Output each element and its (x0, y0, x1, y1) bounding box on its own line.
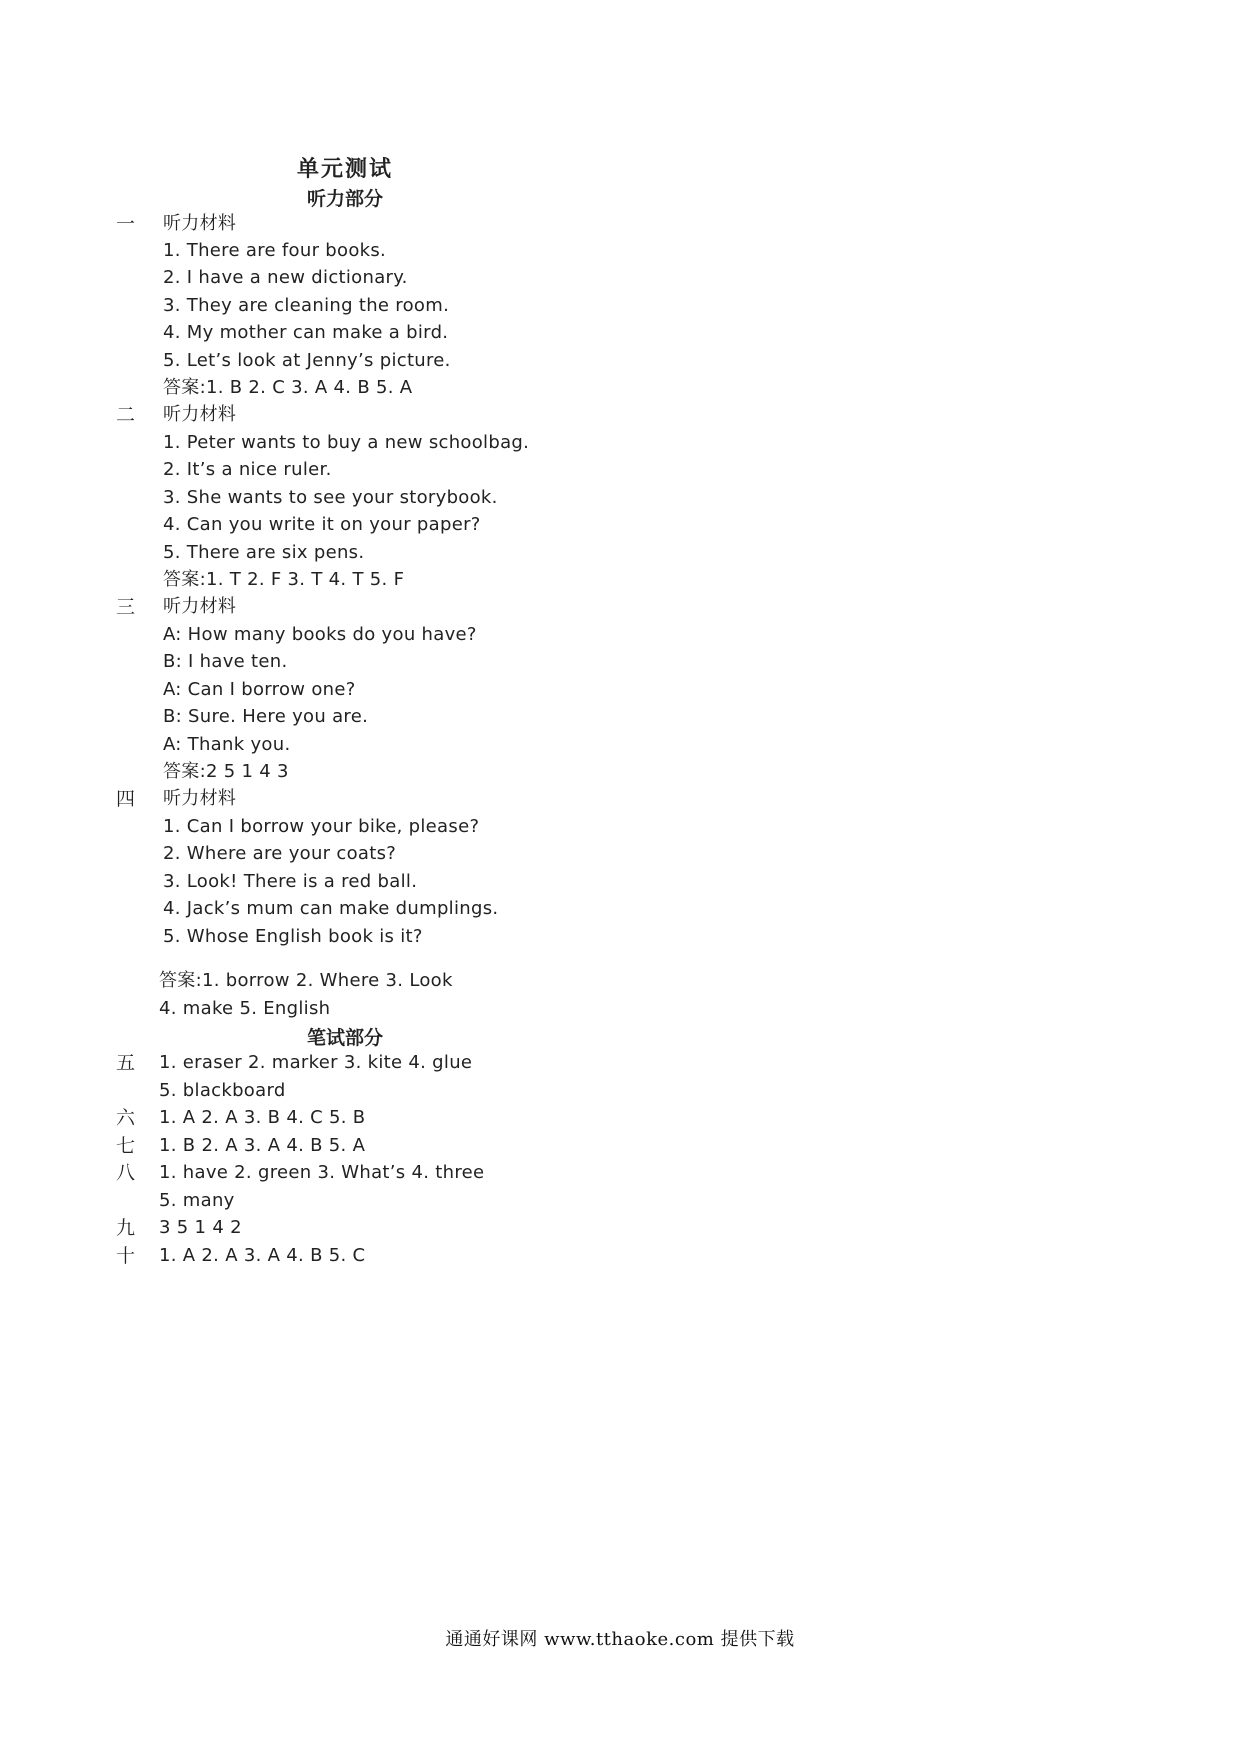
section-number-2: 二 (116, 404, 136, 426)
s9-line-1: 3 5 1 4 2 (159, 1217, 242, 1238)
s1-line-5: 5. Let’s look at Jenny’s picture. (163, 350, 451, 371)
section-label-2: 听力材料 (163, 404, 237, 425)
section-number-3: 三 (116, 596, 136, 618)
writing-section-title: 笔试部分 (306, 1027, 383, 1049)
s2-line-3: 3. She wants to see your storybook. (163, 487, 498, 508)
s10-line-1: 1. A 2. A 3. A 4. B 5. C (159, 1245, 366, 1266)
page-title: 单元测试 (296, 157, 393, 182)
section-number-7: 七 (116, 1135, 136, 1157)
section-number-8: 八 (116, 1162, 136, 1184)
s3-line-2: B: I have ten. (163, 651, 288, 672)
s1-line-2: 2. I have a new dictionary. (163, 267, 408, 288)
s5-line-2: 5. blackboard (159, 1080, 286, 1101)
section-number-10: 十 (116, 1245, 136, 1267)
s4-answer-2: 4. make 5. English (159, 998, 331, 1019)
s8-line-2: 5. many (159, 1190, 235, 1211)
s3-line-1: A: How many books do you have? (163, 624, 477, 645)
s6-line-1: 1. A 2. A 3. B 4. C 5. B (159, 1107, 366, 1128)
s2-line-4: 4. Can you write it on your paper? (163, 514, 481, 535)
s8-line-1: 1. have 2. green 3. What’s 4. three (159, 1162, 485, 1183)
s4-answer-1: 答案:1. borrow 2. Where 3. Look (159, 970, 453, 991)
section-number-1: 一 (116, 213, 136, 235)
section-number-6: 六 (116, 1107, 136, 1129)
s1-answer: 答案:1. B 2. C 3. A 4. B 5. A (163, 377, 413, 398)
s4-line-3: 3. Look! There is a red ball. (163, 871, 418, 892)
s3-line-4: B: Sure. Here you are. (163, 706, 369, 727)
s2-answer: 答案:1. T 2. F 3. T 4. T 5. F (163, 569, 405, 590)
s7-line-1: 1. B 2. A 3. A 4. B 5. A (159, 1135, 366, 1156)
s1-line-4: 4. My mother can make a bird. (163, 322, 449, 343)
s2-line-2: 2. It’s a nice ruler. (163, 459, 332, 480)
s2-line-1: 1. Peter wants to buy a new schoolbag. (163, 432, 530, 453)
section-label-3: 听力材料 (163, 596, 237, 617)
s3-line-3: A: Can I borrow one? (163, 679, 356, 700)
section-label-4: 听力材料 (163, 788, 237, 809)
s4-line-4: 4. Jack’s mum can make dumplings. (163, 898, 499, 919)
s3-answer: 答案:2 5 1 4 3 (163, 761, 289, 782)
section-number-5: 五 (116, 1052, 136, 1074)
footer-credit: 通通好课网 www.tthaoke.com 提供下载 (445, 1629, 795, 1650)
s4-line-1: 1. Can I borrow your bike, please? (163, 816, 480, 837)
s1-line-1: 1. There are four books. (163, 240, 387, 261)
s1-line-3: 3. They are cleaning the room. (163, 295, 450, 316)
section-label-1: 听力材料 (163, 213, 237, 234)
s2-line-5: 5. There are six pens. (163, 542, 365, 563)
s3-line-5: A: Thank you. (163, 734, 291, 755)
section-number-4: 四 (116, 788, 136, 810)
s4-line-5: 5. Whose English book is it? (163, 926, 423, 947)
s4-line-2: 2. Where are your coats? (163, 843, 397, 864)
section-number-9: 九 (116, 1217, 136, 1239)
s5-line-1: 1. eraser 2. marker 3. kite 4. glue (159, 1052, 473, 1073)
listening-section-title: 听力部分 (306, 188, 383, 210)
